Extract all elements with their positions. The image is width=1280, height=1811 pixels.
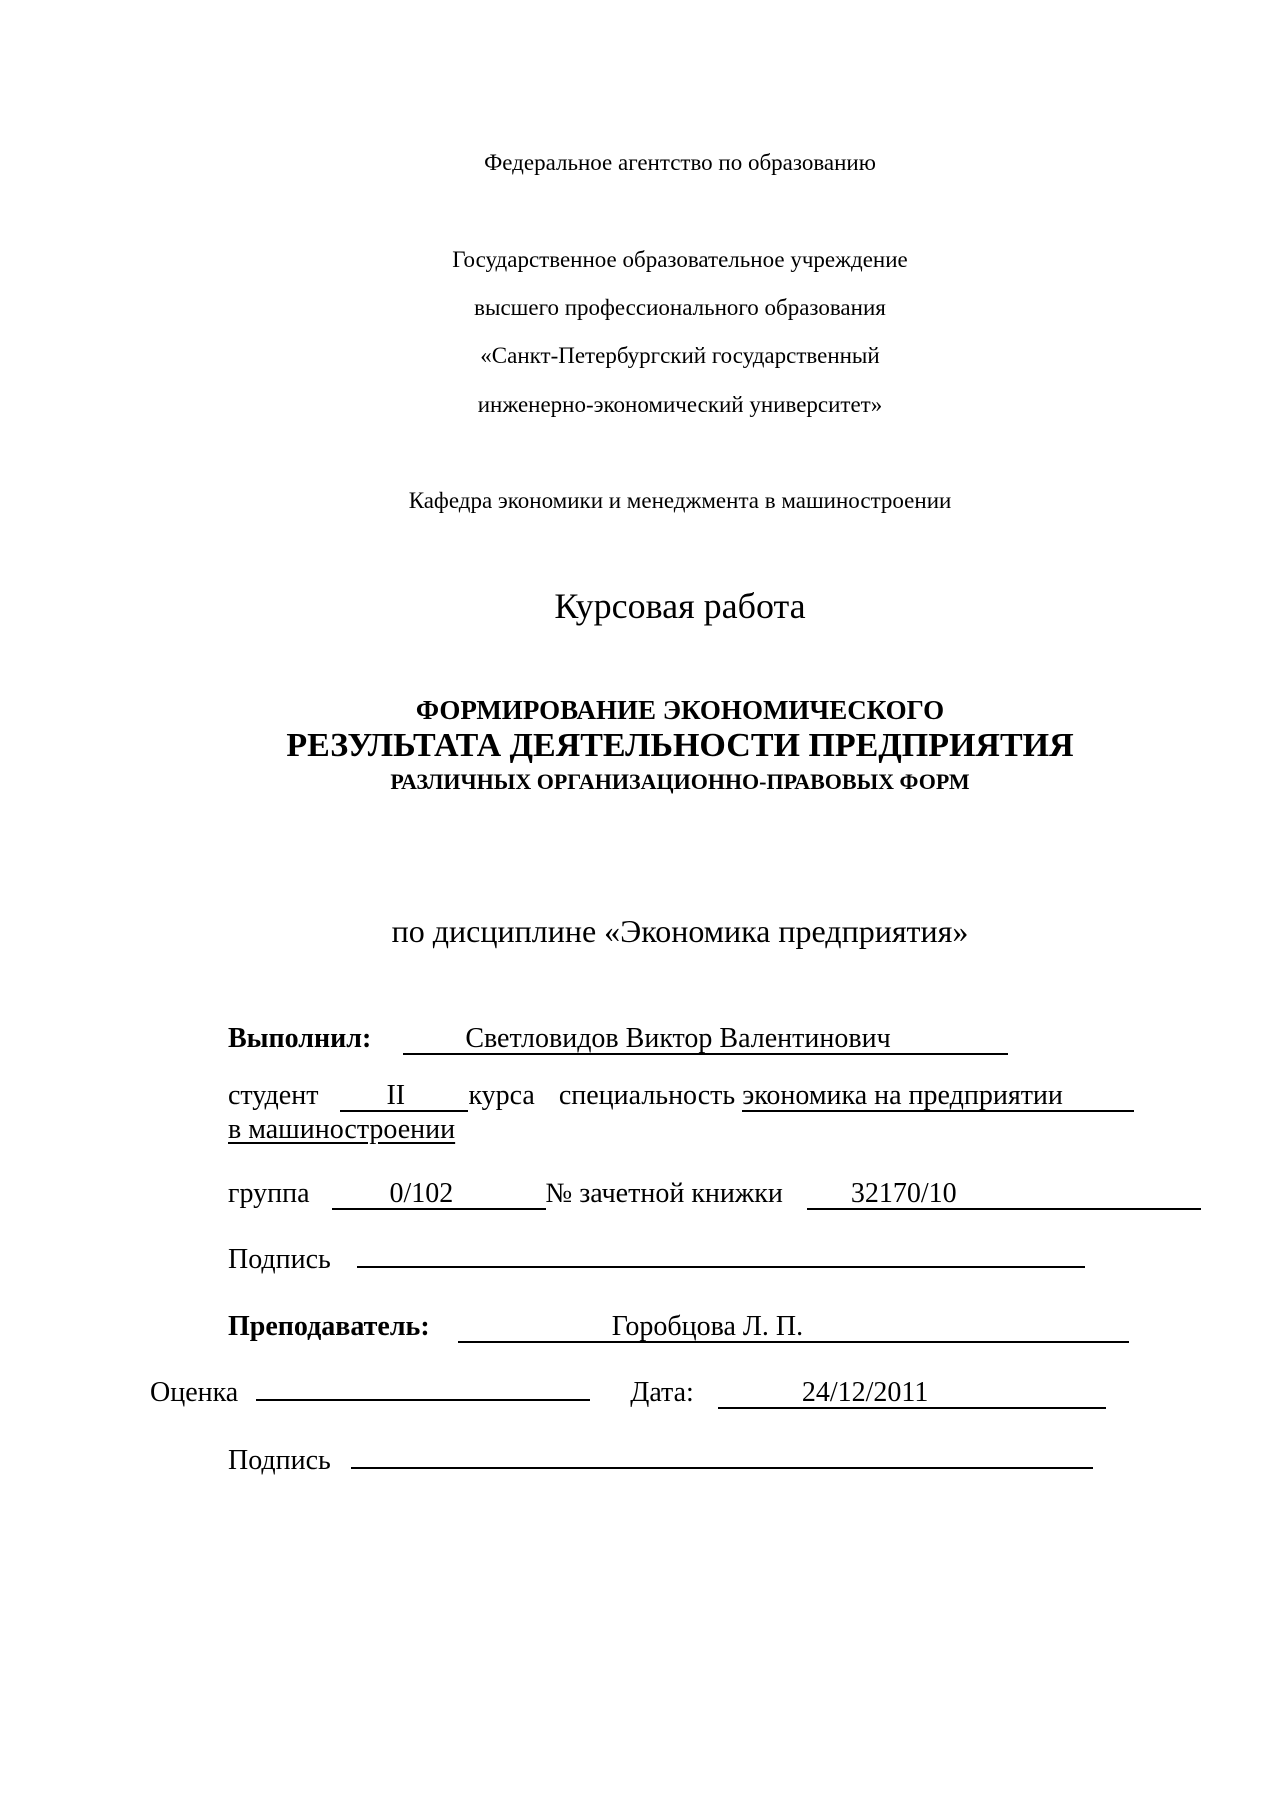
group-field	[332, 1179, 546, 1210]
group-label: группа	[228, 1178, 310, 1209]
teacher-name: Горобцова Л. П.	[611, 1311, 804, 1342]
date-field	[718, 1378, 1106, 1409]
course-field	[340, 1081, 468, 1112]
author-row	[228, 1023, 1008, 1055]
student-signature-line	[357, 1265, 1085, 1268]
teacher-signature-row	[228, 1445, 1093, 1477]
author-label: Выполнил:	[228, 1023, 372, 1054]
specialty-label: специальность	[558, 1080, 736, 1111]
teacher-label: Преподаватель:	[228, 1311, 430, 1342]
date-label: Дата:	[630, 1377, 694, 1408]
department-name: Кафедра экономики и менеджмента в машиностроении	[408, 488, 952, 513]
specialty-part-2: в машиностроении	[228, 1114, 456, 1145]
record-book-value: 32170/10	[850, 1178, 957, 1209]
grade-label: Оценка	[150, 1377, 239, 1408]
institution-line-1: Государственное образовательное учреждение	[452, 247, 908, 272]
author-name: Светловидов Виктор Валентинович	[465, 1023, 891, 1054]
work-type: Курсовая работа	[554, 586, 806, 626]
grade-line	[256, 1398, 590, 1401]
group-value: 0/102	[389, 1178, 454, 1209]
agency-name: Федеральное агентство по образованию	[484, 150, 876, 175]
date-value: 24/12/2011	[801, 1377, 929, 1408]
grade-date-row	[150, 1377, 1106, 1409]
course-value: II	[386, 1080, 406, 1111]
institution-line-2: высшего профессионального образования	[474, 295, 886, 320]
course-label: курса	[468, 1080, 535, 1111]
discipline: по дисциплине «Экономика предприятия»	[391, 913, 969, 949]
specialty-field-1	[742, 1081, 1134, 1112]
specialty-part-1: экономика на предприятии	[742, 1080, 1063, 1111]
student-row	[228, 1080, 1134, 1112]
institution-line-4: инженерно-экономический университет»	[477, 392, 883, 417]
specialty-row-2	[228, 1114, 455, 1146]
record-book-label: № зачетной книжки	[545, 1178, 783, 1209]
student-label: студент	[228, 1080, 319, 1111]
title-line-2: РЕЗУЛЬТАТА ДЕЯТЕЛЬНОСТИ ПРЕДПРИЯТИЯ	[286, 727, 1074, 764]
title-line-3: РАЗЛИЧНЫХ ОРГАНИЗАЦИОННО-ПРАВОВЫХ ФОРМ	[390, 769, 970, 794]
record-book-field	[807, 1179, 1201, 1210]
student-signature-label: Подпись	[228, 1244, 331, 1275]
title-line-1: ФОРМИРОВАНИЕ ЭКОНОМИЧЕСКОГО	[415, 695, 945, 725]
teacher-signature-line	[351, 1466, 1093, 1469]
author-name-field	[403, 1024, 1008, 1055]
student-signature-row	[228, 1244, 1085, 1276]
teacher-name-field	[458, 1312, 1129, 1343]
teacher-signature-label: Подпись	[228, 1445, 331, 1476]
teacher-row	[228, 1311, 1129, 1343]
institution-line-3: «Санкт-Петербургский государственный	[480, 343, 880, 368]
group-row	[228, 1178, 1201, 1210]
